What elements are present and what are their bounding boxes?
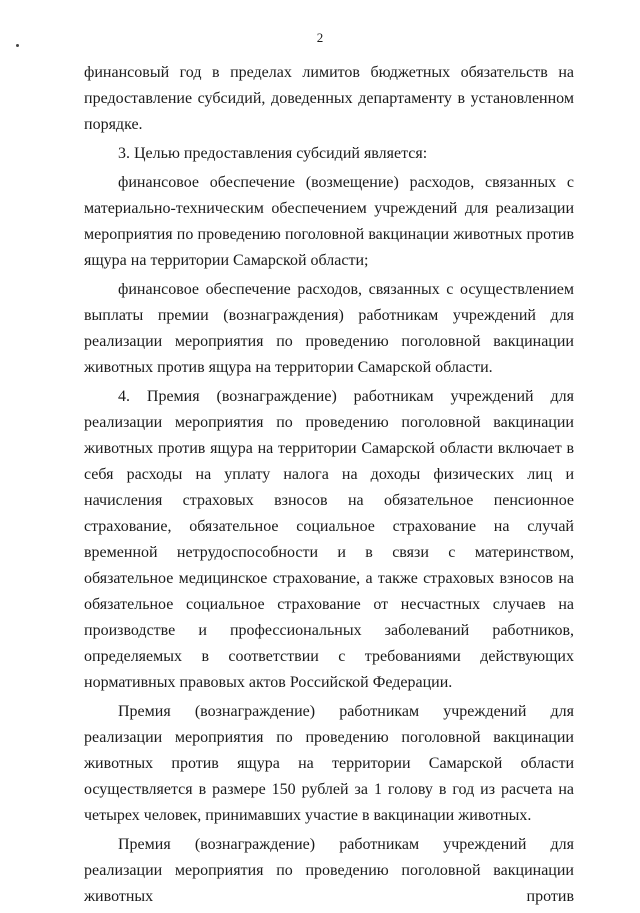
paragraph-bonus-continued: Премия (вознаграждение) работникам учреждений для реализации мероприятия по проведению поголовной вакцинации животных против — [84, 836, 574, 905]
paragraph-section-4: 4. Премия (вознаграждение) работникам учреждений для реализации мероприятия по проведению поголовной вакцинации животных против ящура на территории Самарской области включает в себя расходы на уплату налога на доходы физических лиц и начисления страховых взносов на обязательное пенсионное страхование, обязательное социальное страхование на случай временной нетрудоспособности и в связи с материнством, обязательное медицинское страхование, а также страховых взносов на обязательное социальное страхование от несчастных случаев на производстве и профессиональных заболеваний работников, определяемых в соответствии с требованиями действующих нормативных правовых актов Российской Федерации. — [84, 388, 574, 691]
page-number: 2 — [316, 30, 324, 45]
paragraph-bonus-payment: финансовое обеспечение расходов, связанных с осуществлением выплаты премии (вознаграждения) работникам учреждений для реализации мероприятия по проведению поголовной вакцинации животных против ящура на территории Самарской области. — [84, 281, 574, 376]
paragraph-section-3-heading: 3. Целью предоставления субсидий является: — [118, 145, 428, 162]
paragraph-material-support: финансовое обеспечение (возмещение) расходов, связанных с материально-техническим обеспечением учреждений для реализации мероприятия по проведению поголовной вакцинации животных против ящура на территории Самарской области; — [84, 174, 574, 269]
document-body — [84, 60, 574, 913]
paragraph-bonus-amount: Премия (вознаграждение) работникам учреждений для реализации мероприятия по проведению поголовной вакцинации животных против ящура на территории Самарской области осуществляется в размере 150 рублей за 1 голову в год из расчета на четырех человек, принимавших участие в вакцинации животных. — [84, 703, 574, 824]
scan-speck — [16, 44, 19, 47]
paragraph-continuation: финансовый год в пределах лимитов бюджетных обязательств на предоставление субсидий, доведенных департаменту в установленном порядке. — [84, 64, 574, 133]
